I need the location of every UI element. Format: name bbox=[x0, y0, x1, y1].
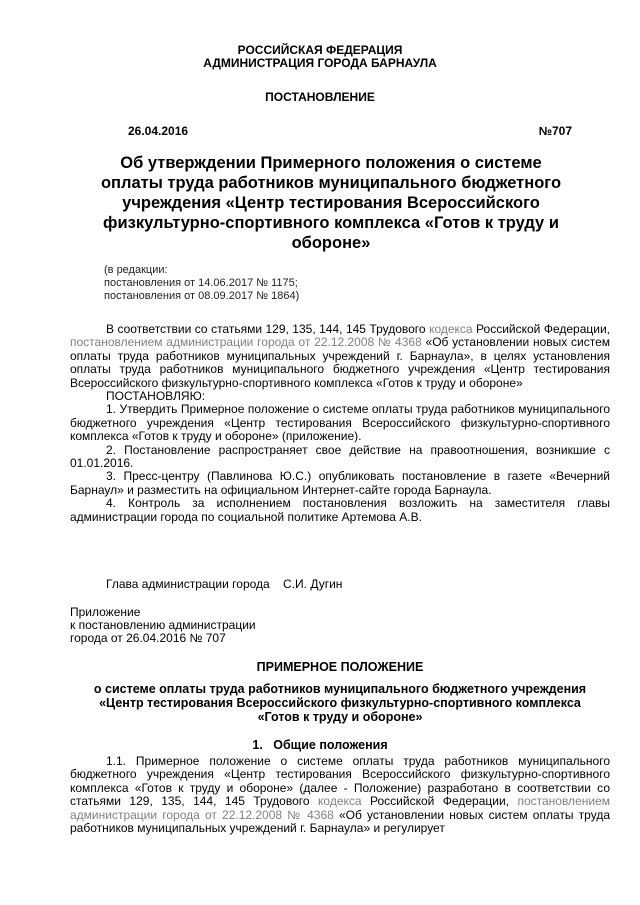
annex-note bbox=[70, 606, 256, 645]
resolution-link[interactable]: постановлением администрации города от 22.12.2008 № 4368 bbox=[70, 794, 610, 822]
edition-link[interactable]: постановления от 14.06.2017 № 1175; bbox=[104, 277, 298, 289]
edition-line: (в редакции: bbox=[104, 264, 168, 276]
clause-paragraph bbox=[70, 755, 610, 835]
document-title: Об утверждении Примерного положения о системе оплаты труда работников муниципального бюджетного учреждения «Центр тестирования Всероссийского физкультурно-спортивного комплекса «Готов к труду и обороне» bbox=[100, 154, 562, 252]
decree-item: 2. Постановление распространяет свое действие на правоотношения, возникшие с 01.01.2016. bbox=[70, 442, 610, 471]
preamble-text: «Об установлении новых систем оплаты труда работников муниципальных учреждений г. Барнаула», в целях установления оплаты труда работников муниципального бюджетного учреждения «Центр тестирования Всероссийского физкультурно-спортивного комплекса «Готов к труду и обороне» bbox=[70, 335, 611, 390]
provision-title-line: ПРИМЕРНОЕ ПОЛОЖЕНИЕ bbox=[256, 660, 424, 674]
edition-link[interactable]: постановления от 08.09.2017 № 1864) bbox=[104, 290, 300, 302]
doc-type-heading: ПОСТАНОВЛЕНИЕ bbox=[265, 90, 375, 104]
code-link[interactable]: кодекса bbox=[429, 322, 473, 336]
provision-title-line: о системе оплаты труда работников муниципального бюджетного учреждения bbox=[93, 682, 587, 696]
country-heading: РОССИЙСКАЯ ФЕДЕРАЦИЯ bbox=[237, 43, 403, 57]
clause-text: 1.1. Примерное положение о системе оплаты труда работников муниципального бюджетного учреждения «Центр тестирования Всероссийского физкультурно-спортивного комплекса «Готов к труду и обороне» (далее - Положение) разработано в соответствии со статьями 129, 135, 144, 145 Трудового bbox=[70, 754, 610, 809]
annex-line: к постановлению администрации bbox=[70, 618, 256, 632]
decree-body bbox=[70, 323, 610, 524]
preamble-text: Российской Федерации, bbox=[472, 322, 611, 336]
annex-line: Приложение bbox=[70, 605, 141, 619]
decree-item: 3. Пресс-центру (Павлинова Ю.С.) опубликовать постановление в газете «Вечерний Барнаул» и разместить на официальном Интернет-сайте города Барнаула. bbox=[70, 469, 610, 497]
section-heading: 1. Общие положения bbox=[252, 738, 388, 752]
decree-number: №707 bbox=[538, 124, 572, 138]
edition-note bbox=[104, 264, 299, 303]
provision-title-line: «Центр тестирования Всероссийского физкультурно-спортивного комплекса bbox=[99, 696, 581, 710]
annex-line: города от 26.04.2016 № 707 bbox=[70, 631, 226, 645]
clause-text: Российской Федерации, bbox=[361, 794, 518, 809]
preamble-text: В соответствии со статьями 129, 135, 144, 145 Трудового bbox=[106, 322, 430, 336]
decree-date: 26.04.2016 bbox=[128, 124, 189, 138]
resolution-link[interactable]: постановлением администрации города от 22.12.2008 № 4368 bbox=[70, 335, 422, 350]
code-link[interactable]: кодекса bbox=[318, 794, 362, 809]
preamble-paragraph bbox=[70, 323, 610, 390]
provision-body bbox=[70, 755, 610, 835]
clause-text: «Об установлении новых систем оплаты труда работников муниципальных учреждений г. Барнаула» и регулирует bbox=[70, 807, 610, 836]
decree-item: 1. Утвердить Примерное положение о системе оплаты труда работников муниципального бюджетного учреждения «Центр тестирования Всероссийского физкультурно-спортивного комплекса «Готов к труду и обороне» (приложение). bbox=[70, 402, 610, 444]
decree-item: 4. Контроль за исполнением постановления возложить на заместителя главы администрации города по социальной политике Артемова А.В. bbox=[70, 496, 610, 524]
date-number-line bbox=[128, 124, 572, 138]
provision-title-line: «Готов к труду и обороне» bbox=[257, 710, 423, 724]
decree-word: ПОСТАНОВЛЯЮ: bbox=[106, 389, 206, 404]
authority-heading: АДМИНИСТРАЦИЯ ГОРОДА БАРНАУЛА bbox=[203, 56, 437, 70]
provision-title bbox=[70, 660, 610, 724]
signature-line: Глава администрации города С.И. Дугин bbox=[106, 577, 343, 591]
